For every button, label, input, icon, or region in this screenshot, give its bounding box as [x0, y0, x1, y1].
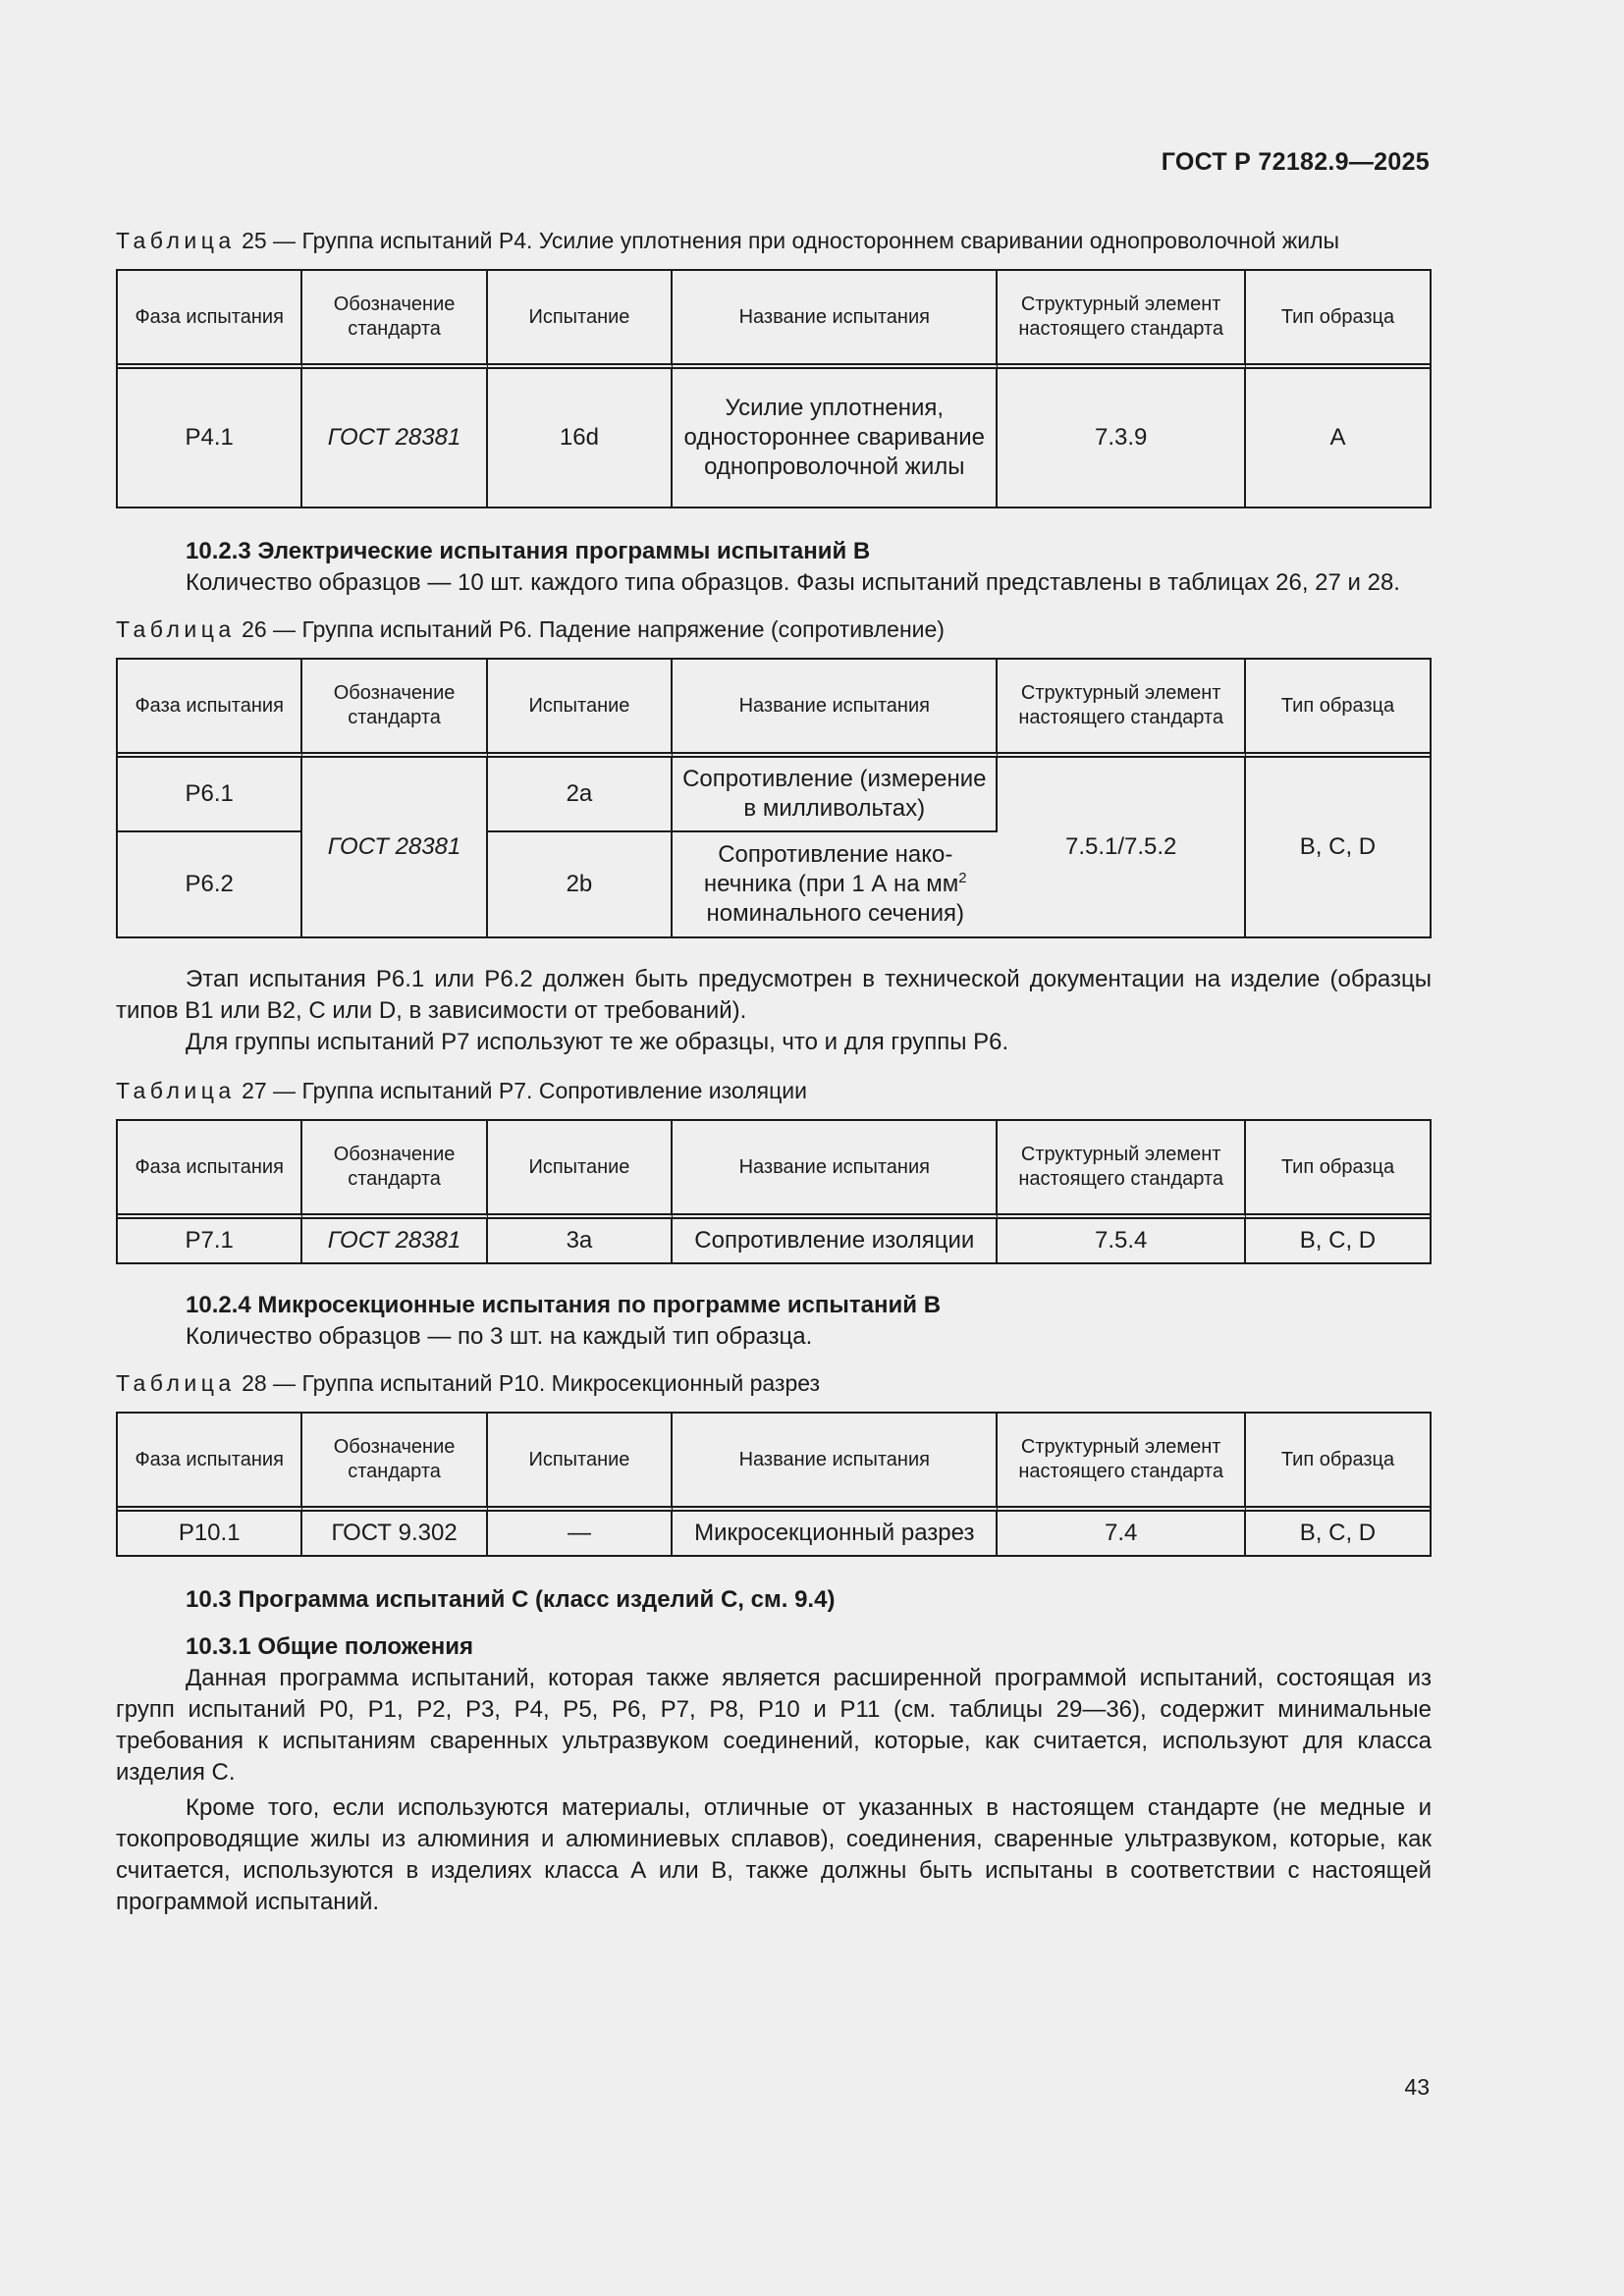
table-label: Таблица	[116, 228, 236, 253]
table-26	[116, 658, 1432, 938]
cell-element: 7.5.1/7.5.2	[998, 758, 1246, 936]
section-heading-10-2-4: 10.2.4 Микросекционные испытания по программе испытаний В	[186, 1292, 942, 1318]
header-phase: Фаза испытания	[118, 1121, 302, 1219]
table-25	[116, 269, 1432, 508]
cell-phase: Р7.1	[118, 1219, 302, 1262]
cell-phase: Р10.1	[118, 1512, 302, 1555]
cell-sample-type: В, С, D	[1299, 1227, 1377, 1254]
table-26-caption: Таблица 26 — Группа испытаний Р6. Падение напряжение (сопротивление)	[116, 616, 945, 642]
cell-standard: ГОСТ 28381	[302, 369, 487, 507]
header-element: Структурный элемент настоящего стандарта	[998, 660, 1246, 758]
cell-sample-type: В, С, D	[1299, 833, 1377, 860]
table-row	[118, 1219, 1430, 1262]
cell-element: 7.4	[998, 1512, 1246, 1555]
header-standard: Обозначение стандарта	[302, 660, 487, 758]
table-header-row	[118, 1414, 1430, 1512]
table-25-caption: Таблица 25 — Группа испытаний Р4. Усилие уплотнения при одностороннем сваривании однопроволочной жилы	[116, 228, 1340, 253]
table-27-caption: Таблица 27 — Группа испытаний Р7. Сопротивление изоляции	[116, 1078, 807, 1103]
section-heading-10-3-1: 10.3.1 Общие положения	[186, 1633, 474, 1660]
cell-phase: Р6.2	[118, 832, 302, 936]
table-row	[118, 369, 1430, 507]
table-header-row	[118, 660, 1430, 758]
header-test-name: Название испытания	[673, 1121, 998, 1219]
cell-standard: ГОСТ 9.302	[302, 1512, 487, 1555]
header-test: Испытание	[488, 660, 673, 758]
table-header-row	[118, 1121, 1430, 1219]
header-sample-type: Тип образца	[1246, 1121, 1430, 1219]
header-sample-type: Тип образца	[1246, 1414, 1430, 1512]
header-phase: Фаза испытания	[118, 271, 302, 369]
section-text: Количество образцов — по 3 шт. на каждый тип образца.	[186, 1323, 813, 1350]
cell-phase: Р6.1	[118, 758, 302, 832]
cell-element: 7.5.4	[998, 1219, 1246, 1262]
cell-test: 2a	[488, 758, 673, 832]
cell-test: 16d	[488, 369, 673, 507]
cell-test: 3a	[488, 1219, 673, 1262]
cell-standard: ГОСТ 28381	[302, 758, 487, 936]
cell-test-name: Усилие уплотнения, одностороннее сваривание однопроволочной жилы	[673, 369, 998, 507]
table-27	[116, 1119, 1432, 1264]
paragraph: Для группы испытаний Р7 используют те же образцы, что и для группы Р6.	[186, 1029, 1009, 1055]
header-sample-type: Тип образца	[1246, 660, 1430, 758]
paragraph: Данная программа испытаний, которая также является расширенной программой испытаний, состоящая из групп испытаний Р0, Р1, Р2, Р3, Р4, Р5, Р6, Р7, Р8, Р10 и Р11 (см. таблицы 29—36), содержит минимальные требования к испытаниям сваренных ультразвуком соединений, которые, как считается, используют для класса изделия С.	[116, 1665, 1432, 1786]
cell-standard: ГОСТ 28381	[302, 1219, 487, 1262]
cell-sample-type: В, С, D	[1299, 1520, 1377, 1546]
page-number: 43	[1404, 2074, 1430, 2100]
page-content	[116, 226, 1432, 1918]
header-phase: Фаза испытания	[118, 1414, 302, 1512]
cell-phase: Р4.1	[118, 369, 302, 507]
table-28	[116, 1412, 1432, 1557]
section-text: Количество образцов — 10 шт. каждого типа образцов. Фазы испытаний представлены в таблицах 26, 27 и 28.	[186, 569, 1400, 596]
header-test: Испытание	[488, 271, 673, 369]
document-code-header: ГОСТ Р 72182.9—2025	[1161, 148, 1430, 176]
cell-test: —	[488, 1512, 673, 1555]
header-test-name: Название испытания	[673, 660, 998, 758]
table-row	[118, 1512, 1430, 1555]
cell-test-name: Сопротивление (измерение в милливольтах)	[673, 758, 998, 832]
header-phase: Фаза испытания	[118, 660, 302, 758]
section-heading-10-2-3: 10.2.3 Электрические испытания программы испытаний В	[186, 538, 871, 564]
table-label: Таблица	[116, 1078, 236, 1103]
cell-sample-type: А	[1329, 424, 1346, 451]
header-standard: Обозначение стандарта	[302, 271, 487, 369]
table-label: Таблица	[116, 616, 236, 642]
paragraph: Этап испытания Р6.1 или Р6.2 должен быть предусмотрен в технической документации на изделие (образцы типов В1 или В2, С или D, в зависимости от требований).	[116, 966, 1432, 1024]
cell-test: 2b	[488, 832, 673, 936]
header-element: Структурный элемент настоящего стандарта	[998, 1121, 1246, 1219]
cell-element: 7.3.9	[998, 369, 1246, 507]
header-standard: Обозначение стандарта	[302, 1121, 487, 1219]
cell-test-name: Сопротивление наконечника (при 1 А на $мм^2$ номинального сечения)	[703, 841, 967, 927]
header-test-name: Название испытания	[673, 1414, 998, 1512]
header-test: Испытание	[488, 1414, 673, 1512]
table-header-row	[118, 271, 1430, 369]
header-sample-type: Тип образца	[1246, 271, 1430, 369]
header-element: Структурный элемент настоящего стандарта	[998, 1414, 1246, 1512]
header-test-name: Название испытания	[673, 271, 998, 369]
paragraph: Кроме того, если используются материалы, отличные от указанных в настоящем стандарте (не медные и токопроводящие жилы из алюминия и алюминиевых сплавов), соединения, сваренные ультразвуком, которые, как считается, используются в изделиях класса А или В, также должны быть испытаны в соответствии с настоящей программой испытаний.	[116, 1794, 1432, 1915]
cell-test-name: Сопротивление изоляции	[673, 1219, 998, 1262]
header-test: Испытание	[488, 1121, 673, 1219]
section-heading-10-3: 10.3 Программа испытаний С (класс изделий С, см. 9.4)	[186, 1586, 836, 1613]
header-element: Структурный элемент настоящего стандарта	[998, 271, 1246, 369]
table-row	[118, 758, 1430, 832]
table-label: Таблица	[116, 1370, 236, 1396]
header-standard: Обозначение стандарта	[302, 1414, 487, 1512]
table-28-caption: Таблица 28 — Группа испытаний Р10. Микросекционный разрез	[116, 1370, 821, 1396]
cell-test-name: Микросекционный разрез	[673, 1512, 998, 1555]
